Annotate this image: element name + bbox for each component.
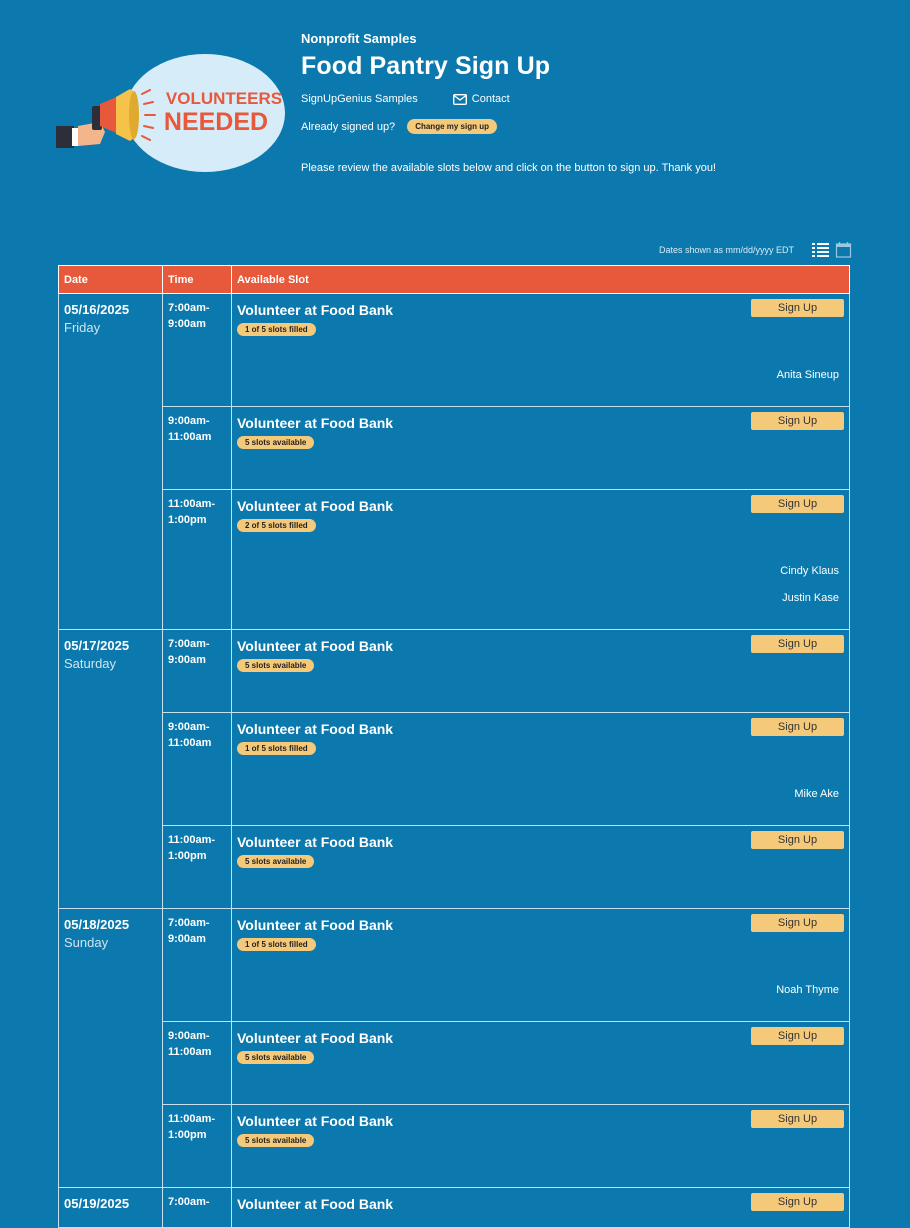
slot-cell [232, 713, 850, 826]
slot-cell [232, 1188, 850, 1228]
slots-table [58, 265, 850, 1228]
slot-title: Volunteer at Food Bank [237, 834, 394, 850]
table-row [59, 1022, 850, 1105]
time-end: 11:00am [168, 1046, 212, 1058]
slot-status-badge: 2 of 5 slots filled [237, 519, 316, 532]
day-text: Saturday [64, 656, 117, 671]
slot-status-badge: 1 of 5 slots filled [237, 323, 316, 336]
time-start: 7:00am- [168, 638, 210, 650]
sign-up-button[interactable]: Sign Up [751, 635, 844, 653]
slot-cell [232, 630, 850, 713]
calendar-view-icon[interactable] [835, 241, 852, 258]
logo-line1: VOLUNTEERS [165, 89, 283, 108]
time-end: 9:00am [168, 933, 206, 945]
contact-label: Contact [471, 93, 510, 105]
slot-status-badge: 5 slots available [237, 659, 314, 672]
time-end: 1:00pm [168, 1129, 207, 1141]
participant-name: Noah Thyme [776, 984, 839, 996]
time-start: 9:00am- [168, 415, 210, 427]
time-end: 9:00am [168, 318, 206, 330]
sign-up-button[interactable]: Sign Up [751, 412, 844, 430]
time-start: 11:00am- [168, 498, 216, 510]
time-end: 9:00am [168, 654, 206, 666]
slot-title: Volunteer at Food Bank [237, 498, 394, 514]
time-cell [163, 490, 232, 630]
already-signed-label: Already signed up? [301, 120, 396, 133]
slot-title: Volunteer at Food Bank [237, 1196, 394, 1212]
date-text: 05/18/2025 [64, 917, 130, 932]
time-end: 11:00am [168, 737, 212, 749]
time-cell [163, 630, 232, 713]
slot-title: Volunteer at Food Bank [237, 302, 394, 318]
sign-up-button[interactable]: Sign Up [751, 718, 844, 736]
participant-name: Justin Kase [782, 592, 839, 604]
table-header-row [59, 266, 850, 294]
sign-up-button[interactable]: Sign Up [751, 831, 844, 849]
table-row [59, 713, 850, 826]
table-row [59, 630, 850, 713]
slot-status-badge: 5 slots available [237, 1134, 314, 1147]
volunteers-needed-logo [56, 52, 286, 177]
change-my-signup-button[interactable]: Change my sign up [407, 119, 497, 134]
time-start: 9:00am- [168, 1030, 210, 1042]
envelope-icon [453, 94, 467, 105]
page-title: Food Pantry Sign Up [301, 52, 551, 80]
header-time: Time [163, 266, 232, 294]
slot-status-badge: 1 of 5 slots filled [237, 742, 316, 755]
day-text: Sunday [64, 935, 109, 950]
header-date: Date [59, 266, 163, 294]
slot-cell [232, 826, 850, 909]
time-start: 11:00am- [168, 1113, 216, 1125]
table-row [59, 909, 850, 1022]
time-cell [163, 407, 232, 490]
time-start: 11:00am- [168, 834, 216, 846]
slot-title: Volunteer at Food Bank [237, 638, 394, 654]
date-cell [59, 294, 163, 630]
slot-status-badge: 5 slots available [237, 855, 314, 868]
sign-up-button[interactable]: Sign Up [751, 495, 844, 513]
list-view-icon[interactable] [812, 241, 829, 258]
slot-title: Volunteer at Food Bank [237, 721, 394, 737]
timezone-note: Dates shown as mm/dd/yyyy EDT [658, 244, 794, 255]
slot-title: Volunteer at Food Bank [237, 1113, 394, 1129]
already-signed-row [301, 119, 861, 134]
slot-cell [232, 909, 850, 1022]
sign-up-button[interactable]: Sign Up [751, 1027, 844, 1045]
slot-cell [232, 490, 850, 630]
time-end: 1:00pm [168, 514, 207, 526]
slot-status-badge: 1 of 5 slots filled [237, 938, 316, 951]
time-cell [163, 1022, 232, 1105]
table-row [59, 1105, 850, 1188]
time-cell [163, 713, 232, 826]
table-row [59, 294, 850, 407]
time-start: 9:00am- [168, 721, 210, 733]
sign-up-button[interactable]: Sign Up [751, 299, 844, 317]
time-start: 7:00am- [168, 917, 210, 929]
slot-cell [232, 1105, 850, 1188]
logo-line2: NEEDED [163, 108, 269, 136]
date-text: 05/17/2025 [64, 638, 130, 653]
header [301, 31, 861, 174]
slot-cell [232, 294, 850, 407]
sign-up-button[interactable]: Sign Up [751, 914, 844, 932]
participant-name: Mike Ake [794, 788, 839, 800]
date-cell [59, 909, 163, 1188]
slots-table-wrap [58, 265, 850, 1228]
time-end: 1:00pm [168, 850, 207, 862]
slot-status-badge: 5 slots available [237, 436, 314, 449]
header-slot: Available Slot [232, 266, 850, 294]
slot-cell [232, 1022, 850, 1105]
owner-name[interactable]: SignUpGenius Samples [301, 93, 418, 105]
slot-title: Volunteer at Food Bank [237, 917, 394, 933]
time-cell [163, 1105, 232, 1188]
intro-text: Please review the available slots below and click on the button to sign up. Thank you! [301, 162, 716, 174]
meta-row [301, 93, 861, 105]
table-row [59, 1188, 850, 1228]
time-end: 11:00am [168, 431, 212, 443]
slot-cell [232, 407, 850, 490]
table-row [59, 490, 850, 630]
date-text: 05/16/2025 [64, 302, 130, 317]
time-cell [163, 826, 232, 909]
slot-status-badge: 5 slots available [237, 1051, 314, 1064]
time-start: 7:00am- [168, 302, 210, 314]
sign-up-button[interactable]: Sign Up [751, 1193, 844, 1211]
contact-link[interactable] [453, 93, 510, 105]
slot-title: Volunteer at Food Bank [237, 415, 394, 431]
view-toolbar [659, 241, 852, 258]
participant-name: Anita Sineup [776, 369, 839, 381]
date-cell [59, 1188, 163, 1228]
time-start: 7:00am- [168, 1196, 210, 1208]
table-body [59, 294, 850, 1228]
time-cell [163, 1188, 232, 1228]
date-cell [59, 630, 163, 909]
time-cell [163, 294, 232, 407]
day-text: Friday [64, 320, 101, 335]
participant-name: Cindy Klaus [780, 565, 839, 577]
time-cell [163, 909, 232, 1022]
org-name[interactable]: Nonprofit Samples [301, 31, 417, 46]
slot-title: Volunteer at Food Bank [237, 1030, 394, 1046]
date-text: 05/19/2025 [64, 1196, 130, 1211]
table-row [59, 407, 850, 490]
sign-up-button[interactable]: Sign Up [751, 1110, 844, 1128]
table-row [59, 826, 850, 909]
